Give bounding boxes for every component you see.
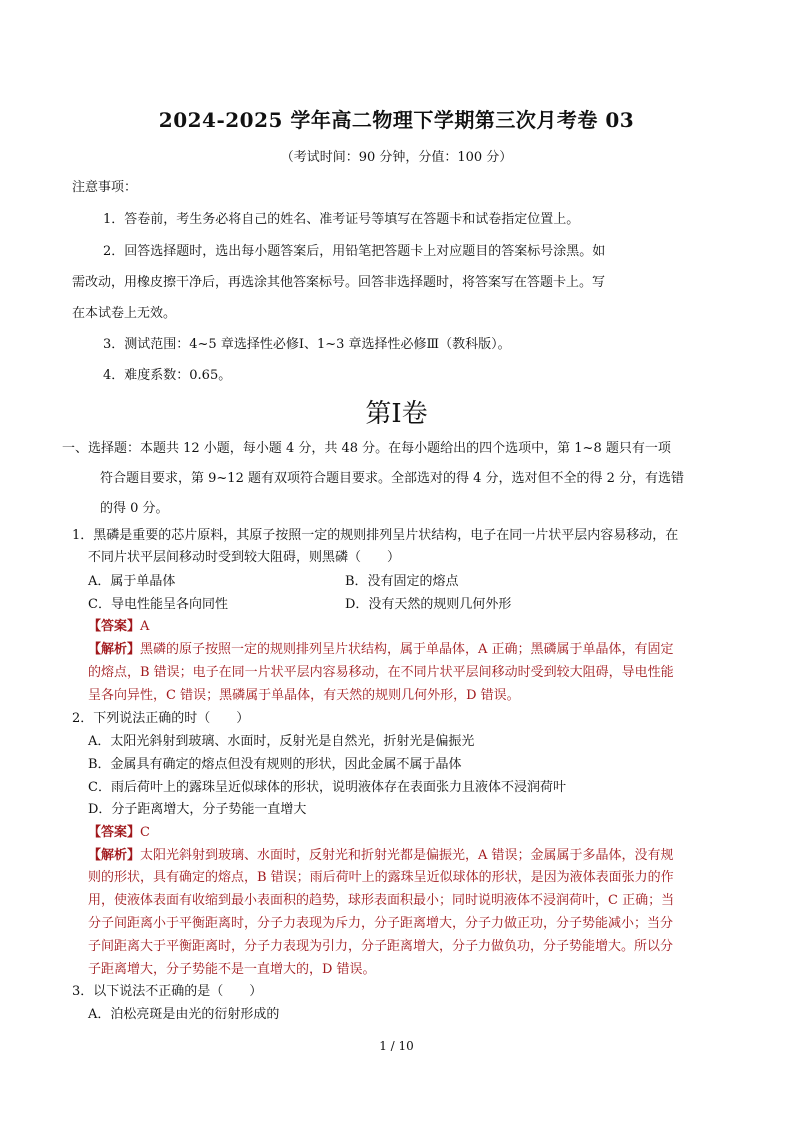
volume-title: 第Ⅰ卷 [365,399,428,429]
q1-answer [88,615,149,634]
q1-stem-line-1: 1．黑磷是重要的芯片原料，其原子按照一定的规则排列呈片状结构，电子在同一片状平层内容易移动，在 [72,528,679,543]
analysis-label: 【解析】 [88,848,141,863]
notice-item-1: 1．答卷前，考生务必将自己的姓名、准考证号等填写在答题卡和试卷指定位置上。 [103,212,580,227]
section-instructions-line-3: 的得 0 分。 [100,501,169,516]
analysis-text: 黑磷的原子按照一定的规则排列呈片状结构，属于单晶体，A 正确；黑磷属于单晶体，有固定 [140,642,674,657]
analysis-text: 太阳光斜射到玻璃、水面时，反射光和折射光都是偏振光，A 错误；金属属于多晶体，没有规 [140,848,674,863]
q2-option-b: B．金属具有确定的熔点但没有规则的形状，因此金属不属于晶体 [88,757,462,772]
answer-value: A [140,619,150,634]
exam-subtitle: （考试时间：90 分钟，分值：100 分） [280,150,513,165]
answer-value: C [140,825,150,840]
notice-item-3: 3．测试范围：4~5 章选择性必修Ⅰ、1~3 章选择性必修Ⅲ（教科版）。 [103,337,511,352]
q1-analysis-line-1 [88,638,674,657]
q2-option-a: A．太阳光斜射到玻璃、水面时，反射光是自然光，折射光是偏振光 [88,734,475,749]
q2-analysis-line-6: 子距离增大，分子势能不是一直增大的，D 错误。 [88,962,376,977]
notice-item-2-cont: 需改动，用橡皮擦干净后，再选涂其他答案标号。回答非选择题时，将答案写在答题卡上。写 [72,275,606,290]
q1-option-c: C．导电性能呈各向同性 [88,597,228,612]
q1-option-b: B．没有固定的熔点 [345,574,459,589]
notice-item-2-end: 在本试卷上无效。 [72,306,177,321]
notice-item-4: 4．难度系数：0.65。 [103,368,232,383]
page-number: 1 / 10 [379,1039,414,1053]
notice-item-2: 2．回答选择题时，选出每小题答案后，用铅笔把答题卡上对应题目的答案标号涂黑。如 [103,244,606,259]
q2-analysis-line-1 [88,844,674,863]
q2-analysis-line-4: 分子间距离小于平衡距离时，分子力表现为斥力，分子距离增大，分子力做正功，分子势能减小；当分 [88,916,674,931]
q2-analysis-line-5: 子间距离大于平衡距离时，分子力表现为引力，分子距离增大，分子力做负功，分子势能增大。所以分 [88,939,674,954]
q2-option-d: D．分子距离增大，分子势能一直增大 [88,802,307,817]
section-instructions-line-2: 符合题目要求，第 9~12 题有双项符合题目要求。全部选对的得 4 分，选对但不全的得 2 分，有选错 [100,471,685,486]
q2-stem: 2．下列说法正确的时（ ） [72,711,250,726]
q1-option-d: D．没有天然的规则几何外形 [345,597,512,612]
notice-heading: 注意事项： [72,180,138,195]
q2-analysis-line-2: 则的形状，具有确定的熔点，B 错误；雨后荷叶上的露珠呈近似球体的形状，是因为液体表面张力的作 [88,870,674,885]
q3-stem: 3．以下说法不正确的是（ ） [72,984,263,999]
q2-answer [88,821,150,840]
q1-stem-line-2: 不同片状平层间移动时受到较大阻碍，则黑磷（ ） [88,550,401,565]
q1-option-a: A．属于单晶体 [88,574,176,589]
q3-option-a: A．泊松亮斑是由光的衍射形成的 [88,1007,280,1022]
section-instructions-line-1: 一、选择题：本题共 12 小题，每小题 4 分，共 48 分。在每小题给出的四个选项中，第 1~8 题只有一项 [62,441,671,456]
answer-label: 【答案】 [88,619,141,634]
q2-option-c: C．雨后荷叶上的露珠呈近似球体的形状，说明液体存在表面张力且液体不浸润荷叶 [88,780,566,795]
exam-title: 2024-2025 学年高二物理下学期第三次月考卷 03 [158,108,635,132]
analysis-label: 【解析】 [88,642,141,657]
q1-analysis-line-3: 呈各向异性，C 错误；黑磷属于单晶体，有天然的规则几何外形，D 错误。 [88,688,520,703]
answer-label: 【答案】 [88,825,141,840]
q1-analysis-line-2: 的熔点，B 错误；电子在同一片状平层内容易移动，在不同片状平层间移动时受到较大阻碍，导电性能 [88,665,674,680]
q2-analysis-line-3: 用，使液体表面有收缩到最小表面积的趋势，球形表面积最小；同时说明液体不浸润荷叶，C 正确；当 [88,893,675,908]
